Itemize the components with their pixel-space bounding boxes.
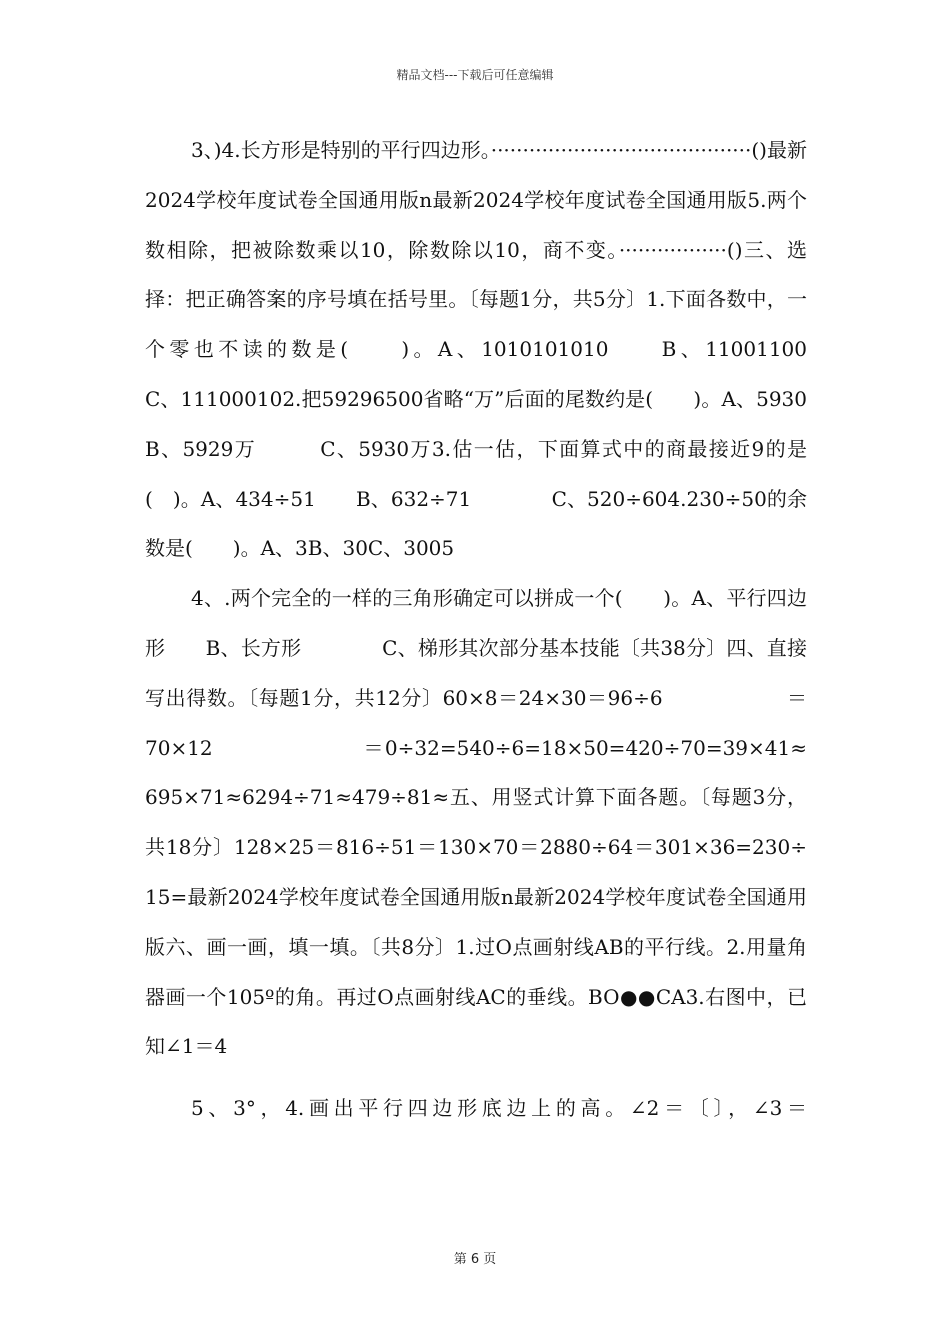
page-number: 第 6 页: [453, 1252, 497, 1267]
page-header: 精品文档---下载后可任意编辑: [396, 68, 554, 82]
paragraph-basic-skills: 4、.两个完全的一样的三角形确定可以拼成一个( )。A、平行四边形 B、长方形 C、梯形其次部分基本技能〔共38分〕四、直接写出得数。〔每题1分，共12分〕60×8＝24×30＝96÷6 ＝ 70×12 ＝0÷32=540÷6=18×50=420÷70=39×41≈695×71≈6294÷71≈479÷81≈五、用竖式计算下面各题。〔每题3分，共18分〕128×25＝816÷51＝130×70＝2880÷64＝301×36=230÷15=最新2024学校年度试卷全国通用版n最新2024学校年度试卷全国通用版六、画一画，填一填。〔共8分〕1.过O点画射线AB的平行线。2.用量角器画一个105º的角。再过O点画射线AC的垂线。BO●●CA3.右图中，已知∠1＝4: [145, 586, 947, 1059]
document-body: [145, 126, 947, 1134]
paragraph-angles: 5、3°，4.画出平行四边形底边上的高。∠2＝〔〕，∠3＝: [191, 1096, 807, 1121]
paragraph-judgment-and-choice: 3、)4.长方形是特别的平行四边形。·········································()最新2024学校年度试卷全国通用版n最新2024学校年度试卷全国通用版5.两个数相除，把被除数乘以10，除数除以10，商不变。·················()三、选择：把正确答案的序号填在括号里。〔每题1分，共5分〕1.下面各数中，一个零也不读的数是( )。A、1010101010 B、11001100 C、111000102.把59296500省略“万”后面的尾数约是( )。A、5930 B、5929万 C、5930万3.估一估，下面算式中的商最接近9的是( )。A、434÷51 B、632÷71 C、520÷604.230÷50的余数是( )。A、3B、30C、3005: [145, 138, 867, 561]
